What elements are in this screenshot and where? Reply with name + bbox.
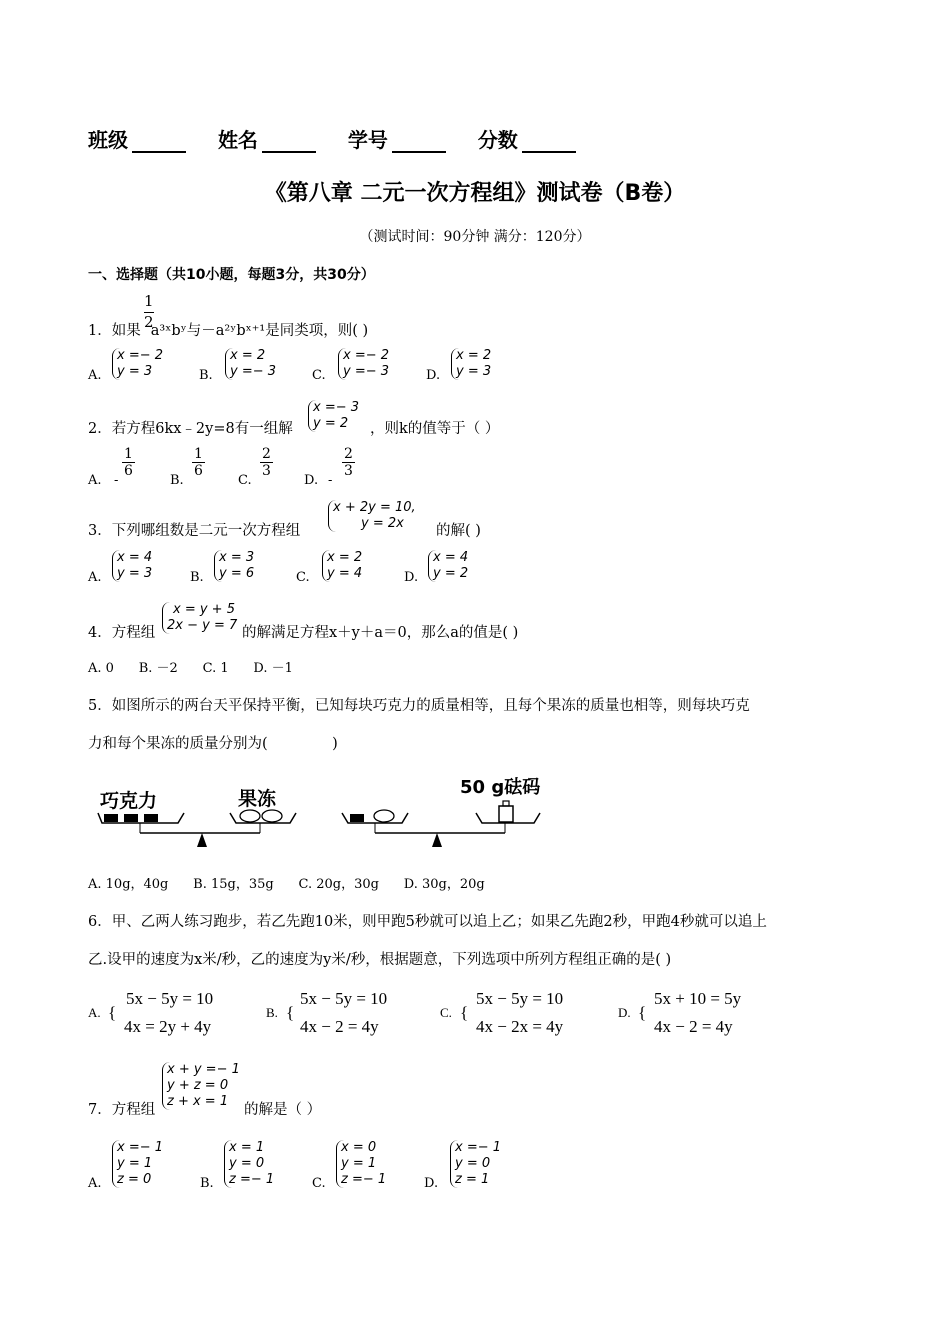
q7-option-a-system: x =− 1 y = 1 z = 0 (112, 1140, 163, 1188)
fulcrum-icon (197, 833, 207, 847)
page-title: 《第八章 二元一次方程组》测试卷（B卷） (264, 181, 686, 206)
q1-option-c-system: x =− 2 y =− 3 (338, 348, 389, 380)
q2-option-a-frac: $\frac{1}{6}$ (124, 446, 133, 479)
q1-frac-den: 2 (144, 313, 154, 331)
name-blank[interactable] (262, 131, 316, 153)
balance-scales-figure (90, 765, 550, 855)
q7-option-b-system: x = 1 y = 0 z =− 1 (224, 1140, 274, 1188)
q2-option-d-frac: $\frac{2}{3}$ (344, 446, 353, 479)
q6-option-c-system: 5x − 5y = 10 4x − 2x = 4y (476, 989, 564, 1036)
q5-line-2: 力和每个果冻的质量分别为( ) (88, 736, 338, 752)
q2-stem-end: ，则k的值等于（ ） (370, 421, 500, 437)
q2-option-a-label[interactable]: A. (88, 473, 102, 488)
q2-option-c-label[interactable]: C. (238, 473, 252, 488)
jelly-icon (374, 810, 394, 822)
q4-stem-start: 4．方程组 (88, 625, 156, 641)
question-3 (88, 500, 688, 540)
q3-option-d-label[interactable]: D. (404, 570, 419, 585)
q1-option-d-system: x = 2 y = 3 (451, 348, 491, 380)
q3-option-c-label[interactable]: C. (296, 570, 310, 585)
test-info: （测试时间：90分钟 满分：120分） (359, 229, 591, 245)
q6-option-b-system: 5x − 5y = 10 4x − 2 = 4y (300, 989, 388, 1036)
q6-option-c-label[interactable]: C. (440, 1005, 452, 1020)
q5-options[interactable]: A. 10g，40g B. 15g，35g C. 20g，30g D. 30g，20g (88, 877, 485, 892)
chocolate-block (104, 814, 118, 822)
name-label: 姓名 (217, 128, 258, 152)
q3-stem-start: 3．下列哪组数是二元一次方程组 (88, 523, 301, 539)
q4-options[interactable]: A. 0 B. －2 C. 1 D. －1 (88, 661, 293, 676)
q5-line-1: 5．如图所示的两台天平保持平衡，已知每块巧克力的质量相等，且每个果冻的质量也相等，则每块巧克 (88, 698, 750, 714)
q2-option-d-label[interactable]: D. (304, 473, 319, 488)
q7-option-c-label[interactable]: C. (312, 1176, 326, 1191)
q1-option-b-system: x = 2 y =− 3 (225, 348, 276, 380)
chocolate-block (124, 814, 138, 822)
q6-option-a-system: 5x − 5y = 10 4x = 2y + 4y (124, 989, 214, 1036)
q6-option-d-system: 5x + 10 = 5y 4x − 2 = 4y (654, 989, 742, 1036)
question-4 (88, 602, 708, 642)
class-label: 班级 (88, 128, 128, 152)
student-info-line (88, 124, 576, 153)
q7-options (88, 1140, 528, 1196)
q2-option-b-frac: $\frac{1}{6}$ (194, 446, 203, 479)
jelly-icon (240, 810, 260, 822)
jelly-label: 果冻 (238, 788, 277, 810)
score-label: 分数 (477, 128, 518, 152)
q1-option-a-system: x =− 2 y = 3 (112, 348, 163, 380)
q3-stem-end: 的解( ) (436, 523, 481, 539)
q4-stem-end: 的解满足方程x＋y＋a＝0，那么a的值是( ) (242, 625, 519, 641)
q1-stem-start: 1．如果 (88, 323, 141, 339)
q2-option-c-frac: $\frac{2}{3}$ (262, 446, 271, 479)
q7-option-b-label[interactable]: B. (200, 1176, 214, 1191)
q6-option-b-label[interactable]: B. (266, 1005, 278, 1020)
q2-system: x =− 3 y = 2 (308, 400, 359, 432)
q1-option-c-label[interactable]: C. (312, 368, 326, 383)
q3-option-a-label[interactable]: A. (88, 570, 102, 585)
q1-frac-num: 1 (144, 292, 154, 310)
q7-option-d-system: x =− 1 y = 0 z = 1 (450, 1140, 501, 1188)
q1-options (88, 348, 528, 388)
weight-icon (499, 806, 513, 822)
fulcrum-icon (432, 833, 442, 847)
q1-option-a-label[interactable]: A. (88, 368, 102, 383)
question-7 (88, 1062, 488, 1118)
q7-stem-start: 7．方程组 (88, 1102, 156, 1118)
q2-stem-start: 2．若方程6kx﹣2y=8有一组解 (88, 421, 293, 437)
q1-option-d-label[interactable]: D. (426, 368, 441, 383)
q3-option-a-system: x = 4 y = 3 (112, 550, 152, 582)
question-2 (88, 400, 688, 440)
id-label: 学号 (347, 128, 388, 152)
q3-option-b-label[interactable]: B. (190, 570, 204, 585)
q1-option-b-label[interactable]: B. (199, 368, 213, 383)
q4-system: x = y + 5 2x − y = 7 (162, 602, 237, 634)
section-heading: 一、选择题（共10小题，每题3分，共30分） (88, 267, 375, 283)
q7-option-a-label[interactable]: A. (88, 1176, 102, 1191)
q6-line-1: 6．甲、乙两人练习跑步，若乙先跑10米，则甲跑5秒就可以追上乙；如果乙先跑2秒，甲跑4秒就可以追上 (88, 914, 767, 930)
q6-option-a-label[interactable]: A. (88, 1005, 101, 1020)
q7-stem-end: 的解是（ ） (244, 1102, 322, 1118)
chocolate-block (350, 814, 364, 822)
q2-options: A. - $\frac{1}{6}$ B. $\frac{1}{6}$ C. $\frac{2}{3}$ D. - $\frac{2}{3}$ (88, 446, 353, 488)
q3-options (88, 550, 508, 590)
q6-line-2: 乙.设甲的速度为x米/秒，乙的速度为y米/秒，根据题意，下列选项中所列方程组正确的是( ) (88, 952, 672, 968)
q3-option-b-system: x = 3 y = 6 (214, 550, 254, 582)
q7-system: x + y =− 1 y + z = 0 z + x = 1 (162, 1062, 240, 1110)
score-blank[interactable] (522, 131, 576, 153)
q3-option-c-system: x = 2 y = 4 (322, 550, 362, 582)
q6-option-d-label[interactable]: D. (618, 1005, 631, 1020)
q3-option-d-system: x = 4 y = 2 (428, 550, 468, 582)
chocolate-label: 巧克力 (100, 790, 158, 812)
chocolate-block (144, 814, 158, 822)
weight-label: 50 g砝码 (460, 777, 541, 798)
class-blank[interactable] (132, 131, 186, 153)
id-blank[interactable] (392, 131, 446, 153)
q7-option-d-label[interactable]: D. (424, 1176, 439, 1191)
jelly-icon (262, 810, 282, 822)
q3-system: x + 2y = 10, y = 2x (328, 500, 416, 532)
q7-option-c-system: x = 0 y = 1 z =− 1 (336, 1140, 386, 1188)
q6-options: A. { 5x − 5y = 10 4x = 2y + 4y B. { 5x − 5y = 10 4x − 2 = 4y C. { 5x − 5y = 10 4x − 2x = 4y D. { 5x + 10 = 5y 4x − 2 = 4y (88, 985, 768, 1045)
q1-stem-expr: a³ˣbʸ与－a²ʸbˣ⁺¹是同类项，则( ) (150, 323, 369, 339)
q2-option-b-label[interactable]: B. (170, 473, 184, 488)
